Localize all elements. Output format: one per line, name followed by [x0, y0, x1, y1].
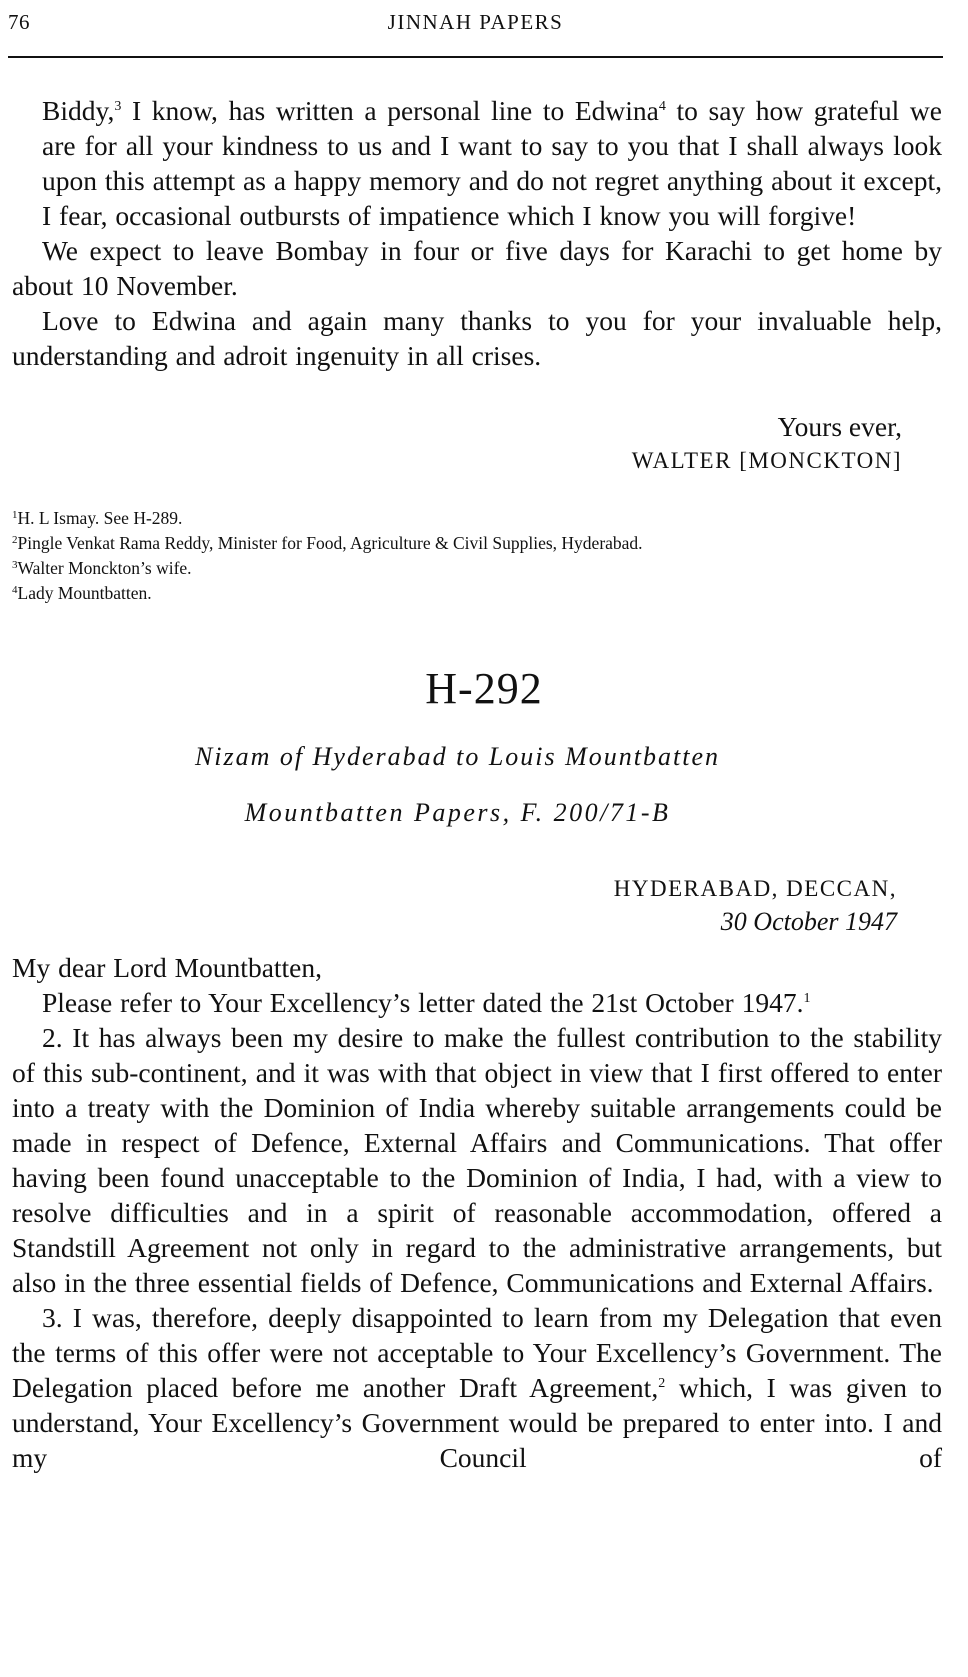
previous-letter-paragraph-2: We expect to leave Bombay in four or five days for Karachi to get home by about 10 November. [12, 235, 942, 301]
footnote-2: $^2$Pingle Venkat Rama Reddy, Minister for Food, Agriculture & Civil Supplies, Hyderabad. [12, 533, 643, 553]
document-title: Nizam of Hyderabad to Louis Mountbatten [194, 742, 721, 771]
letter-paragraph-2: 2. It has always been my desire to make the fullest contribution to the stability of this sub-continent, and it was with that object in view that I first offered to enter into a treaty with the Dominion of India whereby suitable arrangements could be made in respect of Defence, External Affairs and Communications. That offer having been found unacceptable to the Dominion of India, I had, with a view to resolve difficulties and in a spirit of reasonable accommodation, offered a Standstill Agreement not only in regard to the administrative arrangements, but also in the three essential fields of Defence, Communications and External Affairs. [12, 1022, 942, 1298]
footnote-ref-2: 2 [658, 1376, 666, 1391]
footnote-3: $^3$Walter Monckton’s wife. [12, 558, 192, 578]
footnote-ref-4: 4 [658, 99, 666, 114]
footnote-ref-3: 3 [114, 99, 122, 114]
letter-date: 30 October 1947 [720, 907, 897, 936]
letter-signature: WALTER [MONCKTON] [631, 448, 902, 473]
letter-paragraph-1: Please refer to Your Excellency’s letter dated the 21st October 1947.$^1$ [42, 987, 811, 1018]
footnote-1: $^1$H. L Ismay. See H-289. [12, 508, 183, 528]
letter-paragraph-3: 3. I was, therefore, deeply disappointed to learn from my Delegation that even the terms of this offer were not acceptable to Your Excellency’s Government. The Delegation placed before me another Draft Agreement,$^2$ which, I was given to understand, Your Excellency’s Government would be prepared to enter into. I and my Council of [12, 1302, 942, 1473]
previous-letter-paragraph-1: Biddy,$^3$ I know, has written a personal line to Edwina$^4$ to say how grateful we are for all your kindness to us and I want to say to you that I shall always look upon this attempt as a happy memory and do not regret anything about it except, I fear, occasional outbursts of impatience which I know you will forgive! [42, 95, 942, 231]
footnote-4: $^4$Lady Mountbatten. [12, 583, 152, 603]
running-title: JINNAH PAPERS [387, 10, 564, 34]
letter-place: HYDERABAD, DECCAN, [613, 876, 897, 901]
letter-closing: Yours ever, [777, 411, 902, 442]
previous-letter-body [12, 93, 942, 373]
page-number: 76 [8, 10, 30, 34]
letter-body [12, 950, 942, 1475]
running-head [8, 10, 943, 44]
footnotes [12, 506, 942, 606]
previous-letter-paragraph-3: Love to Edwina and again many thanks to you for your invaluable help, understanding and adroit ingenuity in all crises. [12, 305, 942, 371]
document-source: Mountbatten Papers, F. 200/71-B [244, 798, 671, 827]
document-number: H-292 [425, 664, 543, 713]
footnote-ref-1: 1 [803, 991, 811, 1006]
header-rule [8, 56, 943, 58]
salutation: My dear Lord Mountbatten, [12, 952, 323, 983]
